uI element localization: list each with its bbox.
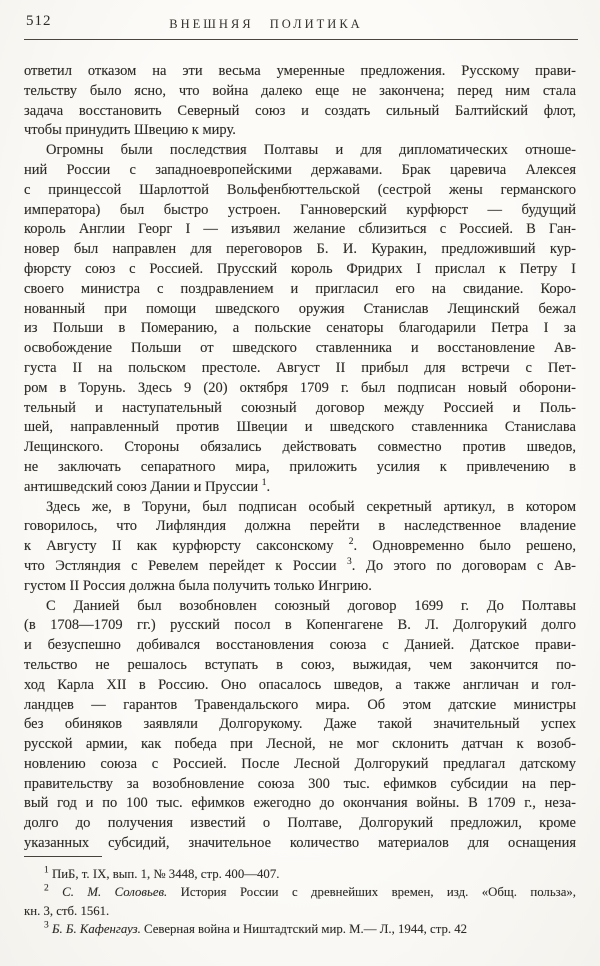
italic-author-name: Б. Б. Кафенгауз. xyxy=(51,922,141,937)
body-line xyxy=(24,161,576,181)
body-line xyxy=(24,418,576,438)
body-line xyxy=(24,220,576,240)
body-line xyxy=(24,715,576,735)
text-segment xyxy=(49,885,62,899)
body-line xyxy=(24,399,576,419)
body-line xyxy=(24,438,576,458)
text-segment: Здесь же, в Торуни, был подписан особый секретный артикул, в котором xyxy=(46,498,576,515)
footnote-line xyxy=(24,865,576,883)
footnote-line xyxy=(24,902,576,920)
page-number: 512 xyxy=(26,13,52,29)
text-segment: новлению союза с Россией. После Лесной Долгорукий предлагал датскому xyxy=(24,755,576,772)
text-segment: ответил отказом на эти весьма умеренные предложения. Русскому прави- xyxy=(24,63,576,79)
footnote-rule xyxy=(24,856,102,857)
text-segment: императора) был быстро устроен. Ганноверский курфюрст — будущий xyxy=(24,201,576,218)
body-line xyxy=(24,82,576,102)
body-line xyxy=(24,260,576,280)
text-segment: История России с древнейших времен, изд. «Общ. польза», xyxy=(167,885,576,900)
text-segment: шей, направленный против Швеции и шведского ставленника Станислава xyxy=(24,419,576,436)
text-segment: нованный при помощи шведского оружия Станислав Лещинский бежал xyxy=(24,300,576,317)
text-segment: ход Карла XII в Россию. Оно опасалось шведов, а также англичан и гол- xyxy=(24,676,576,693)
text-segment: кн. 3, стб. 1561. xyxy=(24,903,110,918)
text-segment: густа II на польском престоле. Август II прибыл для встречи с Пет- xyxy=(24,359,576,376)
text-segment: не заключать сепаратного мира, приложить усилия к привлечению в xyxy=(24,458,576,475)
text-segment: с принцессой Шарлоттой Вольфенбюттельской (сестрой жены германского xyxy=(24,181,576,198)
footnotes xyxy=(24,865,576,939)
text-segment: долго до получения известий о Полтаве, Долгорукий предложил, кроме xyxy=(24,815,576,832)
footnote-ref: 1 xyxy=(44,865,49,876)
text-segment: густом II Россия должна была получить только Ингрию. xyxy=(24,577,372,594)
header-rule xyxy=(24,39,578,40)
body-line xyxy=(24,458,576,478)
footnote-ref: 2 xyxy=(44,884,49,895)
text-segment: С Данией был возобновлен союзный договор 1699 г. До Полтавы xyxy=(46,597,576,614)
text-segment: тельство не решалось вступать в союз, выжидая, чем закончится по- xyxy=(24,656,576,673)
running-header xyxy=(24,15,508,33)
text-segment: к Августу II как курфюрсту саксонскому xyxy=(24,538,349,555)
body-line xyxy=(24,834,576,854)
text-segment: фюрсту союз с Россией. Прусский король Фридрих I прислал к Петру I xyxy=(24,260,576,277)
text-segment: . xyxy=(266,478,271,495)
body-line xyxy=(24,379,576,399)
body-line xyxy=(24,656,576,676)
footnote-ref: 3 xyxy=(44,920,49,931)
text-segment: говорилось, что Лифляндия должна перейти в наследственное владение xyxy=(24,518,576,535)
body-line xyxy=(24,121,576,141)
footnote-line xyxy=(24,920,576,938)
body-line xyxy=(24,794,576,814)
text-segment: ландцев — гарантов Травендальского мира. Об этом датские министры xyxy=(24,696,576,713)
text-segment: своего министра с поздравлением и пригласил его на свидание. Коро- xyxy=(24,280,576,297)
text-segment: тельный и наступательный союзный договор между Россией и Поль- xyxy=(24,399,576,416)
text-segment: . До этого по договорам с Ав- xyxy=(351,557,576,574)
body-line xyxy=(24,498,576,518)
text-segment: ром в Торунь. Здесь 9 (20) октября 1709 г. был подписан новый оборони- xyxy=(24,379,576,396)
text-segment: вый год и по 100 тыс. ефимков ежегодно до окончания войны. В 1709 г., неза- xyxy=(24,795,576,812)
body-line xyxy=(24,102,576,122)
body-line xyxy=(24,696,576,716)
text-segment: ПиБ, т. IX, вып. 1, № 3448, стр. 400—407. xyxy=(48,867,280,881)
text-segment: задача восстановить Северный союз и создать сильный Балтийский флот, xyxy=(24,102,576,119)
body-line xyxy=(24,814,576,834)
text-segment: указанных субсидий, значительное количество материалов для оснащения xyxy=(24,835,576,852)
footnote-line xyxy=(24,883,576,901)
body-line xyxy=(24,597,576,617)
body-line xyxy=(24,339,576,359)
text-segment: (в 1708—1709 гг.) русский посол в Копенгагене В. Л. Долгорукий долго xyxy=(24,617,576,634)
body-line xyxy=(24,280,576,300)
footnote-ref: 3 xyxy=(347,557,352,568)
text-segment: король Англии Георг I — изъявил желание сблизиться с Россией. В Ган- xyxy=(24,221,576,238)
body-line xyxy=(24,616,576,636)
text-segment: освобождение Польши от шведского ставленника и восстановление Ав- xyxy=(24,340,576,357)
body-line xyxy=(24,517,576,537)
text-segment: из Польши в Померанию, а польские сенаторы благодарили Петра I за xyxy=(24,320,576,337)
text-segment: тельству было ясно, что война далеко еще не закончена; перед ним стала xyxy=(24,82,576,99)
text-segment: и безуспешно добивался восстановления союза с Данией. Датское прави- xyxy=(24,637,576,654)
body-line xyxy=(24,359,576,379)
body-line xyxy=(24,62,576,82)
body-line xyxy=(24,537,576,557)
body-line xyxy=(24,319,576,339)
body-line xyxy=(24,676,576,696)
text-segment: Лещинского. Стороны обязались действовать совместно против шведов, xyxy=(24,439,576,456)
text-segment: что Эстляндия с Ревелем перейдет к России xyxy=(24,557,348,574)
body-line xyxy=(24,636,576,656)
text-segment: без обиняков заявляли Долгорукому. Даже такой значительный успех xyxy=(24,716,576,733)
body-line xyxy=(24,201,576,221)
running-title: ВНЕШНЯЯ ПОЛИТИКА xyxy=(169,17,363,31)
body-line xyxy=(24,755,576,775)
text-segment: . Одновременно было решено, xyxy=(353,538,577,555)
text-segment: новер был направлен для переговоров Б. И. Куракин, предложивший кур- xyxy=(24,241,576,258)
italic-author-name: С. М. Соловьев. xyxy=(62,885,168,900)
body-line xyxy=(24,735,576,755)
body-line xyxy=(24,300,576,320)
body-line xyxy=(24,577,576,597)
text-segment: Огромны были последствия Полтавы и для дипломатических отноше- xyxy=(46,142,576,159)
body-text xyxy=(24,62,576,854)
text-segment: антишведский союз Дании и Пруссии xyxy=(24,478,262,495)
text-segment: ний России с западноевропейскими державами. Брак царевича Алексея xyxy=(24,161,576,178)
body-line xyxy=(24,181,576,201)
body-line xyxy=(24,557,576,577)
body-line xyxy=(24,141,576,161)
text-segment: чтобы принудить Швецию к миру. xyxy=(24,122,236,139)
text-segment: правительству за возобновление союза 300 тыс. ефимков субсидии на пер- xyxy=(24,775,576,792)
footnote-ref: 2 xyxy=(348,537,354,548)
footnote-ref: 1 xyxy=(261,477,267,488)
text-segment: Северная война и Ништадтский мир. М.— Л., 1944, стр. 42 xyxy=(140,922,468,937)
text-segment: русской армии, как победа при Лесной, не мог склонить датчан к возоб- xyxy=(24,736,576,753)
body-line xyxy=(24,478,576,498)
body-line xyxy=(24,775,576,795)
body-line xyxy=(24,240,576,260)
